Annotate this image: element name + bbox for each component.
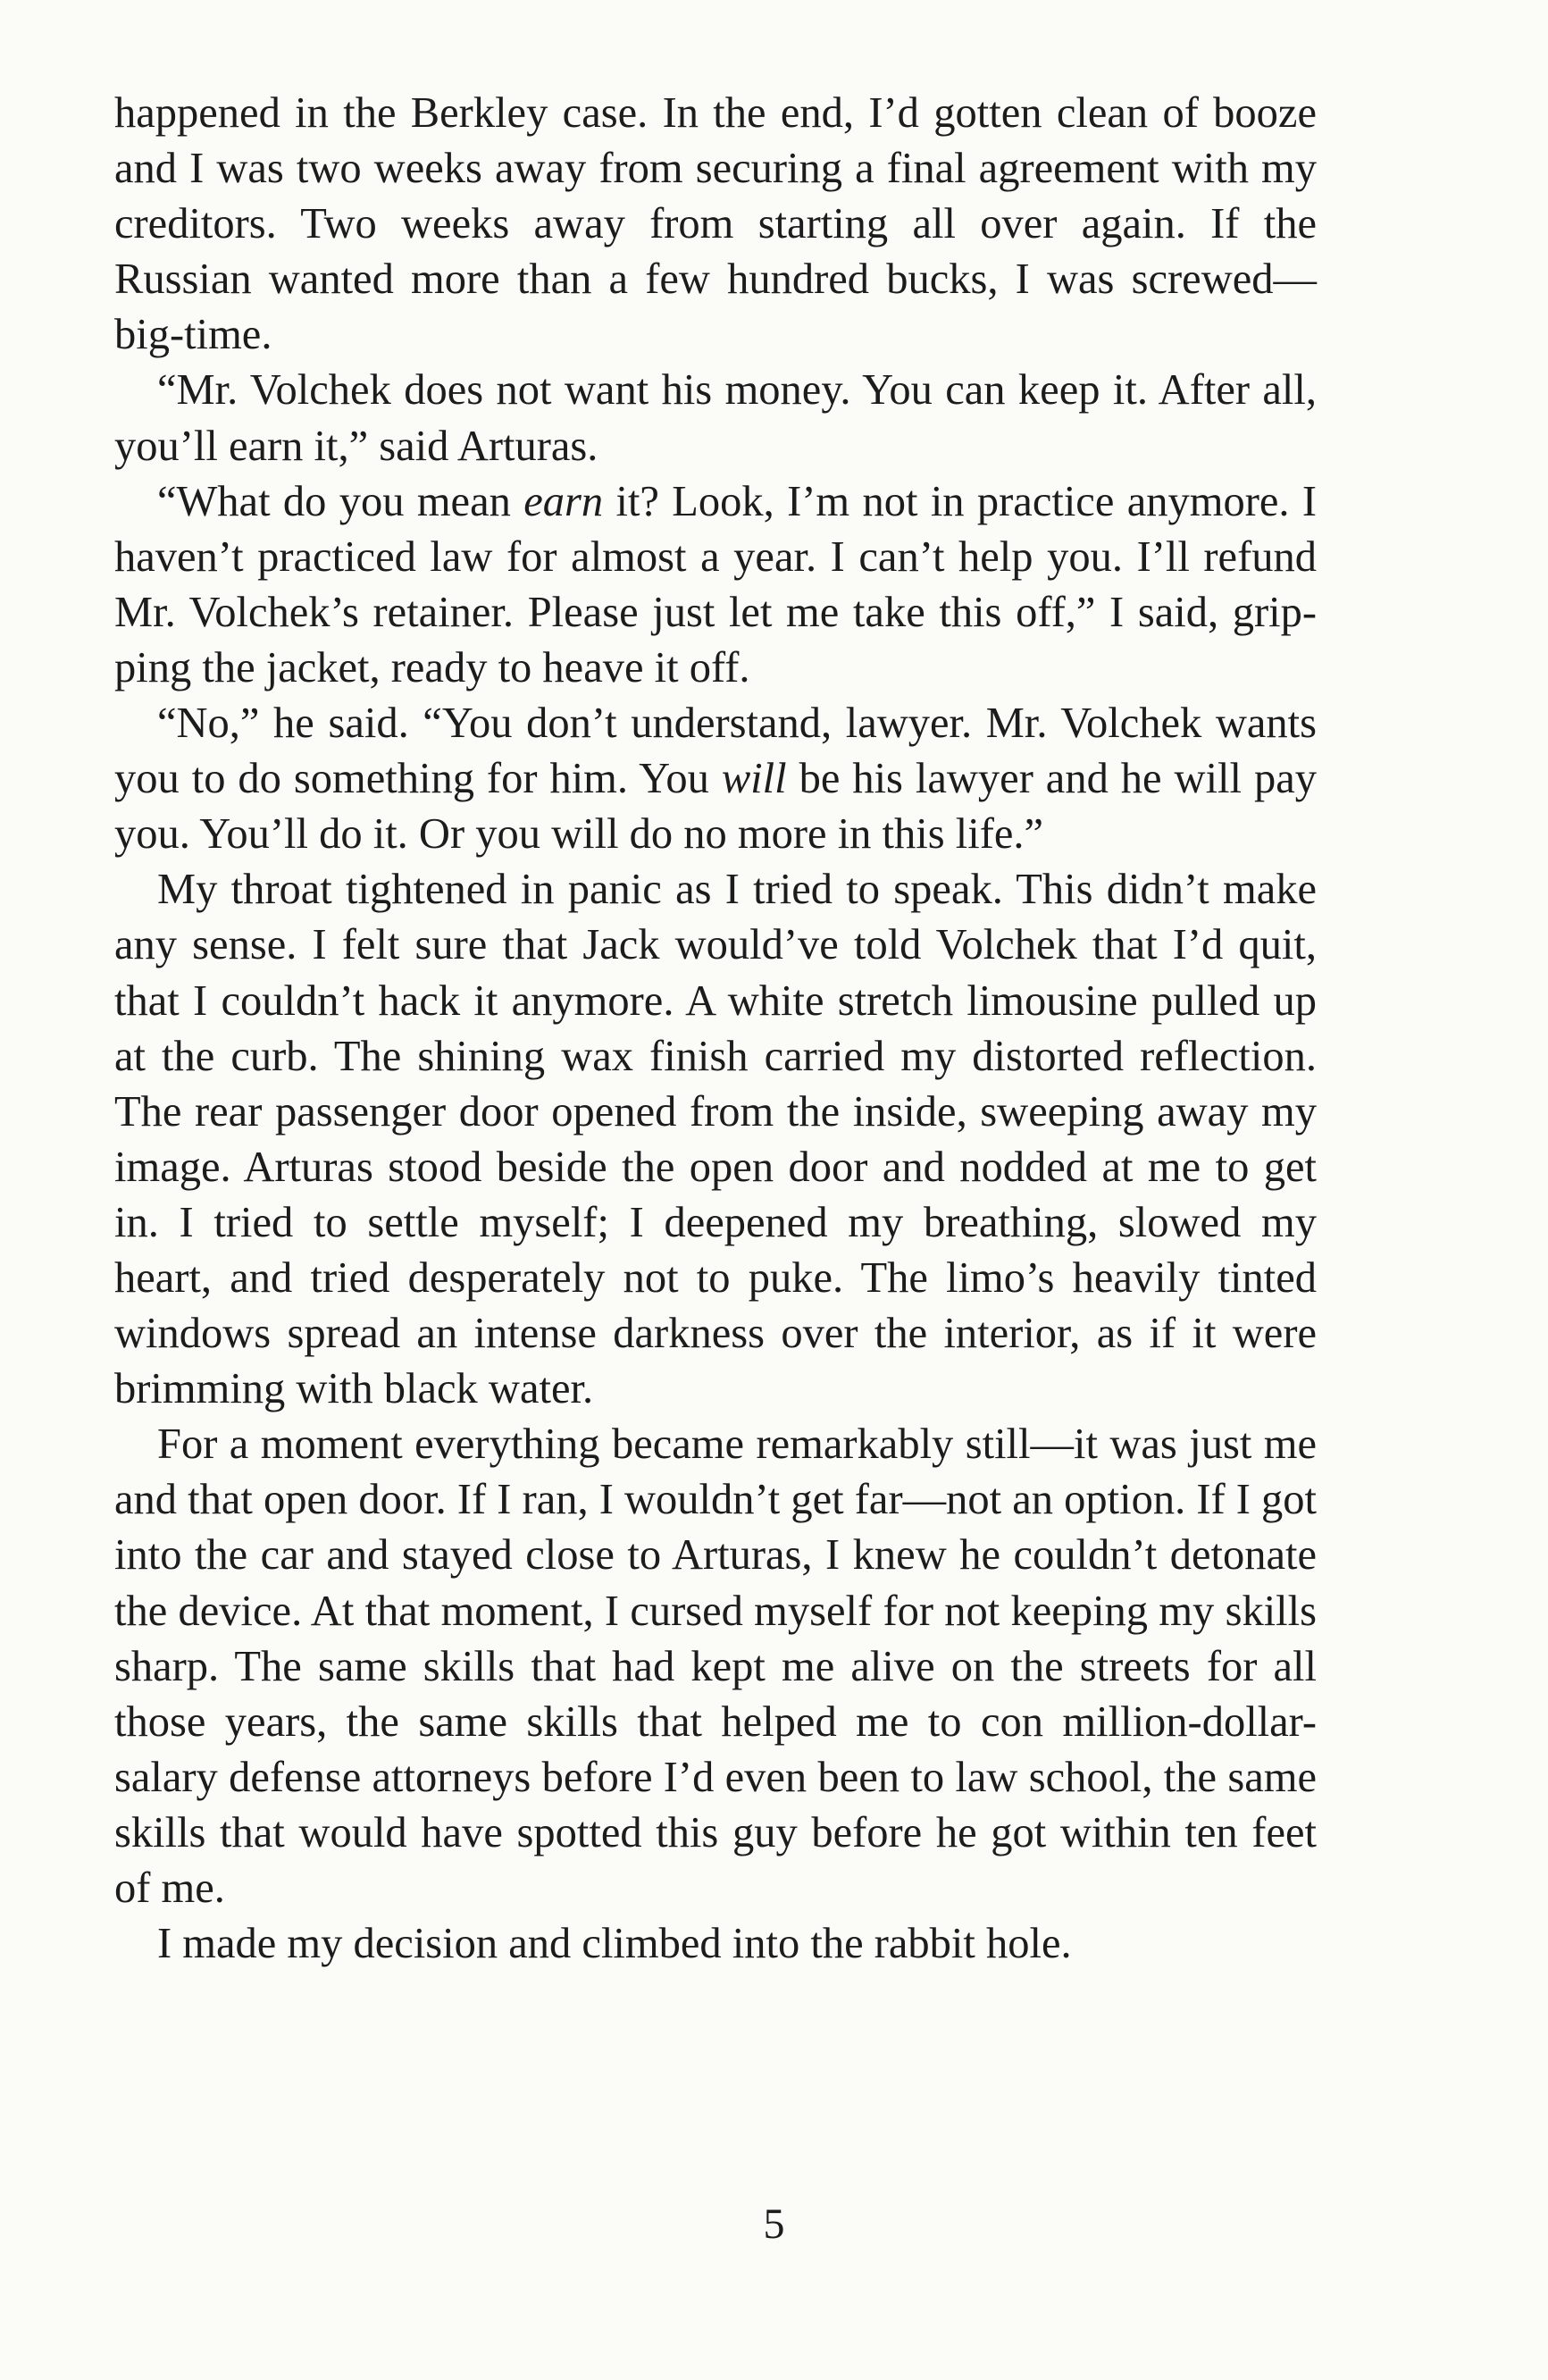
text-run: be his lawyer and he will pay you. You’ll do it. Or you will do no more in this life.”	[114, 755, 1317, 859]
paragraph	[114, 363, 1317, 473]
text-run: “No,” he said. “You don’t understand, lawyer. Mr. Volchek wants you to do something for him. You	[114, 700, 1317, 803]
paragraph	[114, 1916, 1317, 1972]
body-text	[114, 86, 1317, 1972]
paragraph	[114, 474, 1317, 696]
text-run: “Mr. Volchek does not want his money. You can keep it. After all, you’ll earn it,” said Arturas.	[114, 366, 1317, 470]
paragraph	[114, 86, 1317, 363]
text-run: happened in the Berkley case. In the end, I’d gotten clean of booze and I was two weeks away from securing a final agreement with my creditors. Two weeks away from starting all over again. If the Russian wanted more than a few hundred bucks, I was screwed—big-time.	[114, 89, 1317, 359]
text-run: I made my decision and climbed into the rabbit hole.	[157, 1920, 1072, 1968]
italic-text: earn	[523, 477, 604, 525]
italic-text: will	[721, 755, 787, 803]
paragraph	[114, 1417, 1317, 1916]
text-run: My throat tightened in panic as I tried to speak. This didn’t make any sense. I felt sure that Jack would’ve told Volchek that I’d quit, that I couldn’t hack it anymore. A white stretch limousine pulled up at the curb. The shining wax finish carried my distorted reflection. The rear passenger door opened from the inside, sweeping away my image. Arturas stood beside the open door and nodded at me to get in. I tried to settle myself; I deepened my breathing, slowed my heart, and tried desperately not to puke. The limo’s heavily tinted windows spread an intense darkness over the interior, as if it were brimming with black water.	[114, 866, 1317, 1413]
text-run: For a moment everything became remarkably still—it was just me and that open door. If I ran, I wouldn’t get far—not an option. If I got into the car and stayed close to Arturas, I knew he couldn’t detonate the device. At that moment, I cursed myself for not keeping my skills sharp. The same skills that had kept me alive on the streets for all those years, the same skills that helped me to con million-dollar-salary defense attorneys before I’d even been to law school, the same skills that would have spotted this guy before he got within ten feet of me.	[114, 1420, 1317, 1912]
text-run: “What do you mean	[157, 477, 524, 525]
text-run: it? Look, I’m not in practice anymore. I haven’t practiced law for almost a year. I can’t help you. I’ll refund Mr. Volchek’s retainer. Please just let me take this off,” I said, gripping the jacket, ready to heave it off.	[114, 477, 1317, 691]
paragraph	[114, 862, 1317, 1417]
paragraph	[114, 696, 1317, 862]
page-number: 5	[763, 2200, 785, 2248]
